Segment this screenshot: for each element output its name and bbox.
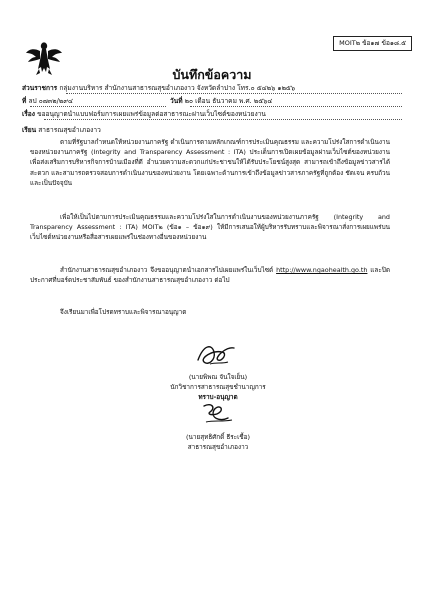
subject-value: ขออนุญาตนำแบบฟอร์มการเผยแพร่ข้อมูลต่อสาธารณะผ่านเว็บไซต์ของหน่วยงาน (37, 110, 266, 118)
website-link[interactable]: http://www.ngaohealth.go.th (276, 266, 368, 274)
signature-2-image (198, 400, 238, 428)
signer-1-name: (นายพิพณ จันใจเย็น) (188, 373, 248, 381)
agency-dotted-line (66, 93, 402, 94)
paragraph-1-text: ตามที่รัฐบาลกำหนดให้หน่วยงานภาครัฐ ดำเนินการตามหลักเกณฑ์การประเมินคุณธรรม และความโปร่งใสการดำเนินงานของหน่วยงานภาครัฐ (Integrity and Transparency Assessment : ITA) ประเด็นการเปิดเผยข้อมูลผ่านเว็บไซต์ของหน่วยงาน เพื่อส่งเสริมการบริหารกิจการบ้านเมืองที่ดี อำนวยความสะดวกแก่ประชาชนให้ได้รับประโยชน์สูงสุด สามารถเข้าถึงข้อมูลข่าวสารได้สะดวก และสามารถตรวจสอบการดำเนินงานของหน่วยงาน โดยเฉพาะด้านการเข้าถึงข้อมูลข่าวสารภาครัฐที่ถูกต้อง ชัดเจน ครบถ้วน และเป็นปัจจุบัน (30, 138, 390, 187)
signer-2-name: (นายสุทธิศักดิ์ ธีระเชื้อ) (186, 433, 250, 441)
signer-1-position: นักวิชาการสาธารณสุขชำนาญการ (170, 383, 266, 391)
paragraph-4-text: จึงเรียนมาเพื่อโปรดทราบและพิจารณาอนุญาต (60, 308, 187, 316)
reference-value: ลป ๐๗๓๒/๒๙๔ (28, 97, 74, 105)
signer-2-block (118, 432, 318, 452)
paragraph-4 (30, 307, 390, 317)
memo-title: บันทึกข้อความ (172, 67, 252, 82)
agency-value: กลุ่มงานบริหาร สำนักงานสาธารณสุขอำเภองาว จังหวัดลำปาง โทร.๐ ๕๔๒๖ ๑๒๕๖ (59, 84, 296, 92)
subject-label: เรื่อง (22, 110, 35, 118)
reference-dotted-line (30, 106, 166, 107)
paragraph-2-text: เพื่อให้เป็นไปตามการประเมินคุณธรรมและความโปร่งใสในการดำเนินงานของหน่วยงานภาครัฐ (Integrity and Transparency Assessment : ITA) MOIT๒ (ข้อ๑ – ข้อ๑๙) ให้มีการเสนอให้ผู้บริหารรับทราบและพิจารณาสั่งการเผยแพร่บนเว็บไซต์หน่วยงานหรือสื่อสารเผยแพร่ในช่องทางอื่นของหน่วยงาน (30, 213, 390, 242)
paragraph-2 (30, 212, 390, 243)
salutation-value: สาธารณสุขอำเภองาว (38, 126, 101, 134)
subject-dotted-line (44, 119, 402, 120)
paragraph-1 (30, 137, 390, 188)
agency-line (22, 84, 295, 93)
paragraph-3 (30, 265, 390, 285)
signer-1-block (118, 372, 318, 402)
date-label: วันที่ (170, 97, 183, 105)
reference-line (22, 97, 73, 106)
date-line (170, 97, 272, 106)
date-value: ๒๐ เดือน ธันวาคม พ.ศ. ๒๕๖๔ (184, 97, 273, 105)
paragraph-3-text-after: และปิดประกาศที่บอร์ดประชาสัมพันธ์ ของสำนักงานสาธารณสุขอำเภองาว ต่อไป (30, 266, 390, 285)
salutation-label: เรียน (22, 126, 37, 134)
date-dotted-line (190, 106, 402, 107)
agency-label: ส่วนราชการ (22, 84, 58, 92)
signer-2-position: สาธารณสุขอำเภองาว (187, 443, 249, 451)
reference-label: ที่ (22, 97, 27, 105)
subject-line (22, 110, 266, 119)
signature-1-image (192, 340, 240, 370)
paragraph-3-text-before: สำนักงานสาธารณสุขอำเภองาว จึงขออนุญาตนำเอกสารไปเผยแพร่ในเว็บไซต์ (60, 266, 274, 274)
salutation-line (22, 126, 101, 135)
approval-note: ทราบ-อนุญาต (198, 393, 238, 401)
document-reference-box: MOIT๒ ข้อ๑๗ ข้อ๑๘.๕ (333, 36, 412, 51)
